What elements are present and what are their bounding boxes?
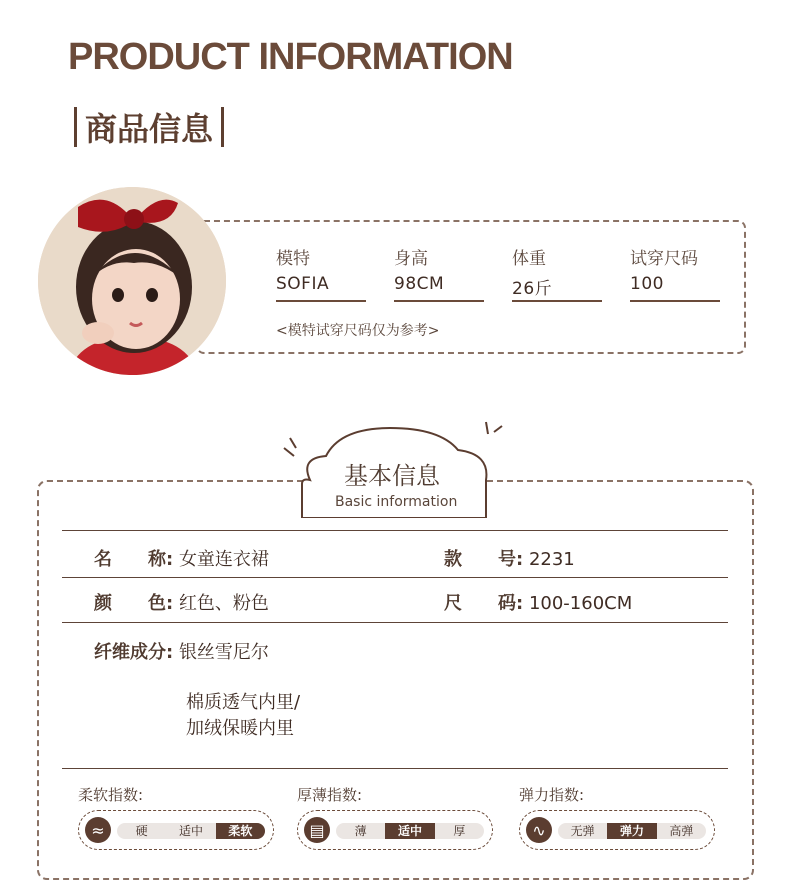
stretch-icon: ∿ bbox=[526, 817, 552, 843]
softness-index bbox=[78, 810, 274, 850]
elasticity-option-selected: 弹力 bbox=[607, 823, 656, 839]
title-chinese-text: 商品信息 bbox=[85, 110, 214, 148]
size-label: 试穿尺码 bbox=[630, 249, 698, 269]
color-value: 红色、粉色 bbox=[178, 593, 269, 614]
model-col-height bbox=[394, 244, 512, 302]
color-label: 颜 色: bbox=[94, 593, 174, 614]
fiber-value-2: 棉质透气内里/ bbox=[186, 692, 301, 713]
thickness-option: 厚 bbox=[453, 824, 466, 838]
color-row bbox=[94, 589, 269, 615]
sizes-value: 100-160CM bbox=[528, 593, 633, 614]
style-row bbox=[444, 545, 575, 571]
size-value: 100 bbox=[630, 272, 720, 302]
name-label: 名 称: bbox=[94, 549, 174, 570]
divider-2 bbox=[62, 577, 728, 578]
thickness-option: 薄 bbox=[354, 824, 367, 838]
title-english: PRODUCT INFORMATION bbox=[68, 36, 513, 78]
softness-option: 硬 bbox=[135, 824, 148, 838]
model-col-size bbox=[630, 244, 748, 302]
style-value: 2231 bbox=[528, 549, 575, 570]
model-col-name bbox=[276, 244, 394, 302]
basic-info-title: 基本信息 bbox=[344, 462, 440, 490]
title-chinese bbox=[66, 104, 232, 150]
softness-option: 适中 bbox=[178, 824, 203, 838]
fiber-value-1: 银丝雪尼尔 bbox=[178, 642, 269, 663]
name-value: 女童连衣裙 bbox=[178, 549, 269, 570]
thickness-option-selected: 适中 bbox=[385, 823, 434, 839]
height-label: 身高 bbox=[394, 249, 428, 269]
model-col-weight bbox=[512, 244, 630, 302]
elasticity-option: 无弹 bbox=[570, 824, 595, 838]
elasticity-index bbox=[519, 810, 715, 850]
thickness-label: 厚薄指数: bbox=[297, 786, 363, 804]
fabric-icon: ▤ bbox=[304, 817, 330, 843]
sizes-label: 尺 码: bbox=[444, 593, 524, 614]
softness-track bbox=[117, 823, 265, 839]
divider-4 bbox=[62, 768, 728, 769]
elasticity-option: 高弹 bbox=[669, 824, 694, 838]
thickness-track bbox=[336, 823, 484, 839]
name-row bbox=[94, 545, 269, 571]
elasticity-track bbox=[558, 823, 706, 839]
elasticity-label: 弹力指数: bbox=[519, 786, 585, 804]
weight-value: 26斤 bbox=[512, 272, 602, 302]
model-note: <模特试穿尺码仅为参考> bbox=[276, 323, 440, 339]
fiber-label: 纤维成分: bbox=[94, 642, 174, 663]
thickness-index bbox=[297, 810, 493, 850]
divider-3 bbox=[62, 622, 728, 623]
fiber-value-3: 加绒保暖内里 bbox=[186, 718, 294, 739]
weight-label: 体重 bbox=[512, 249, 546, 269]
fiber-row bbox=[94, 638, 269, 664]
model-label: 模特 bbox=[276, 249, 310, 269]
model-value: SOFIA bbox=[276, 272, 366, 302]
model-info-grid bbox=[276, 244, 748, 302]
title-bar-left bbox=[74, 107, 77, 147]
divider-1 bbox=[62, 530, 728, 531]
basic-info-subtitle: Basic information bbox=[335, 494, 458, 510]
wave-icon: ≈ bbox=[85, 817, 111, 843]
title-bar-right bbox=[221, 107, 224, 147]
style-label: 款 号: bbox=[444, 549, 524, 570]
model-photo bbox=[38, 187, 226, 375]
softness-label: 柔软指数: bbox=[78, 786, 144, 804]
height-value: 98CM bbox=[394, 272, 484, 302]
softness-option-selected: 柔软 bbox=[216, 823, 265, 839]
size-row bbox=[444, 589, 632, 615]
